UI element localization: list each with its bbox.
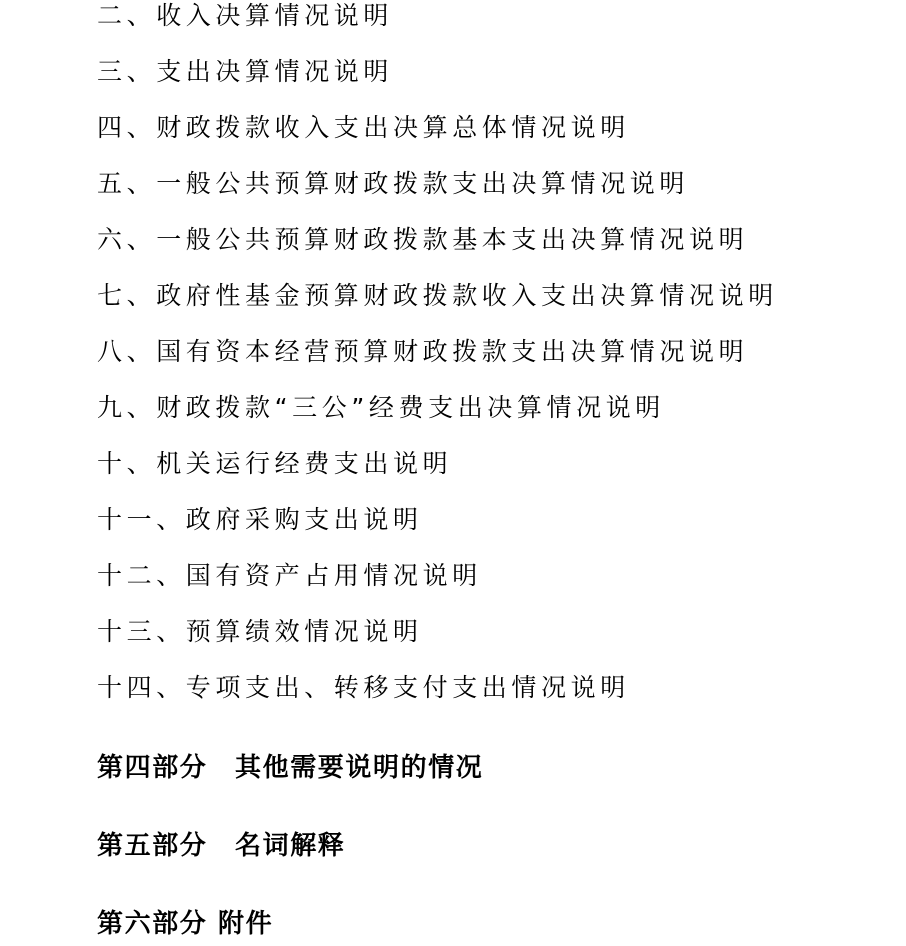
- table-of-contents: [97, 0, 877, 940]
- toc-item-state-assets: 十二、国有资产占用情况说明: [97, 561, 482, 590]
- toc-item-general-budget-basic: 六、一般公共预算财政拨款基本支出决算情况说明: [97, 225, 749, 254]
- toc-item-state-capital: 八、国有资本经营预算财政拨款支出决算情况说明: [97, 337, 749, 366]
- part-five-heading: 第五部分 名词解释: [97, 831, 346, 861]
- toc-item-expenditure: 三、支出决算情况说明: [97, 57, 394, 86]
- toc-item-fiscal-overall: 四、财政拨款收入支出决算总体情况说明: [97, 113, 630, 142]
- part-four-heading: 第四部分 其他需要说明的情况: [97, 753, 484, 783]
- toc-item-three-public: 九、财政拨款“三公”经费支出决算情况说明: [97, 393, 665, 422]
- toc-item-performance: 十三、预算绩效情况说明: [97, 617, 423, 646]
- toc-item-income: 二、收入决算情况说明: [97, 1, 394, 30]
- toc-item-government-fund: 七、政府性基金预算财政拨款收入支出决算情况说明: [97, 281, 778, 310]
- toc-item-procurement: 十一、政府采购支出说明: [97, 505, 423, 534]
- toc-item-special-transfer: 十四、专项支出、转移支付支出情况说明: [97, 673, 630, 702]
- toc-item-agency-operation: 十、机关运行经费支出说明: [97, 449, 453, 478]
- part-six-heading: 第六部分 附件: [97, 909, 274, 939]
- toc-item-general-budget: 五、一般公共预算财政拨款支出决算情况说明: [97, 169, 690, 198]
